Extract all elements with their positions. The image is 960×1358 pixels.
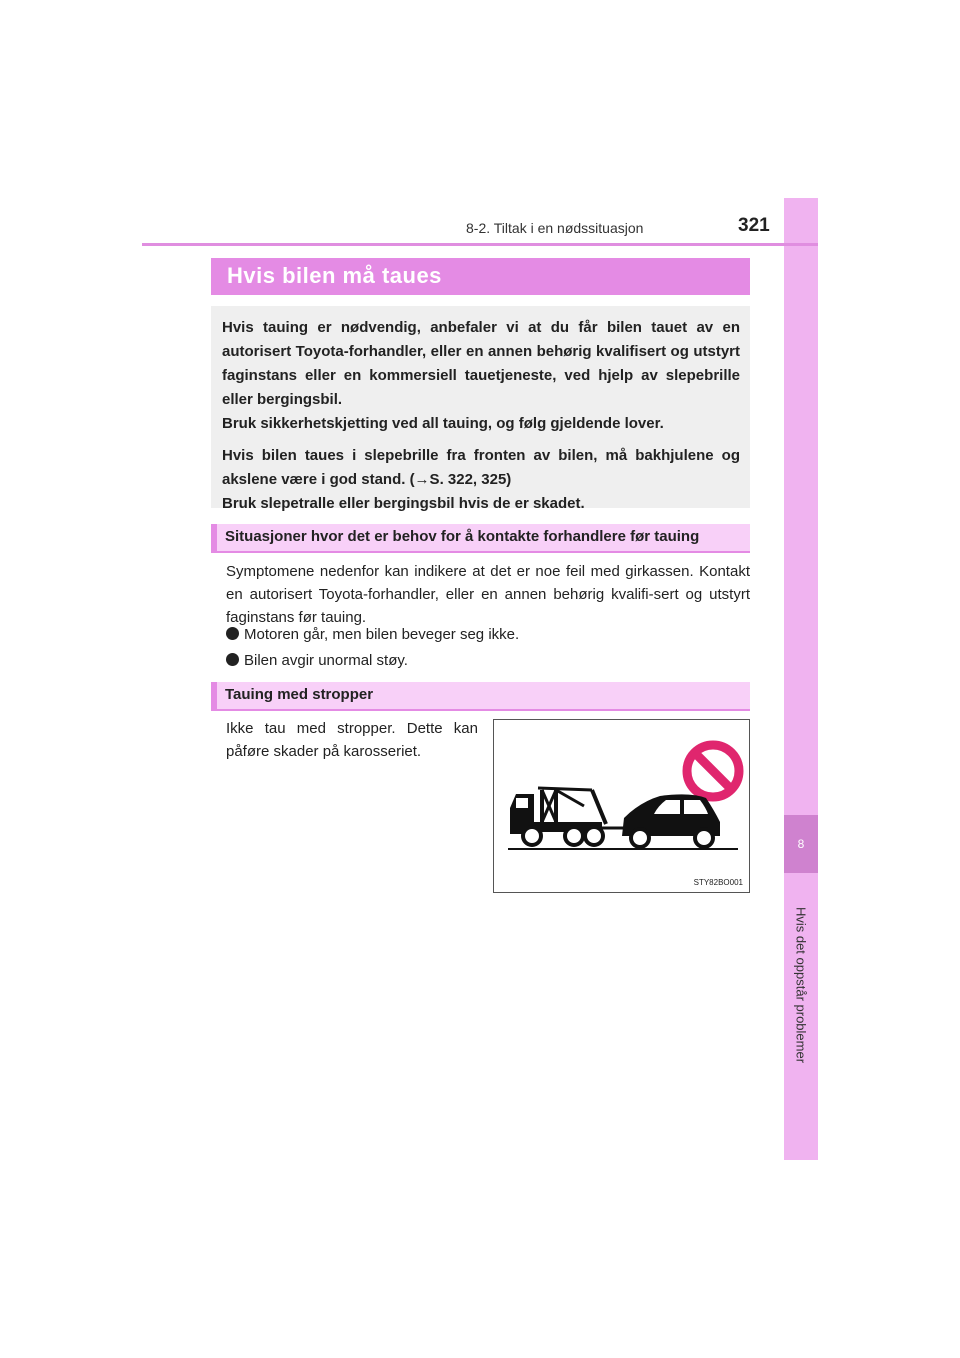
list-item: Bilen avgir unormal støy. <box>226 652 408 669</box>
page-number: 321 <box>738 215 770 236</box>
section-heading-bar-1 <box>211 524 750 553</box>
page-title: Hvis bilen må taues <box>227 263 442 288</box>
intro-paragraph-1: Hvis tauing er nødvendig, anbefaler vi at du får bilen tauet av en autorisert Toyota-forhandler, eller en annen behørig kvalifisert og utstyrt faginstans eller en kommersiell tauetjeneste, ved hjelp av slepebrille eller bergingsbil. Bruk sikkerhetskjetting ved all tauing, og følg gjeldende lover. <box>222 319 740 432</box>
section-heading-bar-2 <box>211 682 750 711</box>
page-title-bar <box>211 258 750 295</box>
section-heading-2: Tauing med stropper <box>225 686 374 703</box>
intro-box <box>211 306 750 512</box>
towing-illustration-svg <box>494 720 749 892</box>
section-header: 8-2. Tiltak i en nødssituasjon <box>466 220 644 236</box>
car-icon <box>622 794 720 847</box>
chapter-number: 8 <box>784 815 818 873</box>
towing-illustration <box>493 719 750 893</box>
figure-code: STY82BO001 <box>693 878 743 887</box>
list-item: Motoren går, men bilen beveger seg ikke. <box>226 626 519 643</box>
section-heading-1: Situasjoner hvor det er behov for å kontakte forhandlere før tauing <box>225 528 700 545</box>
section2-text: Ikke tau med stropper. Dette kan påføre skader på karosseriet. <box>226 720 478 760</box>
tow-truck-icon <box>510 788 624 845</box>
intro-paragraph-2: Hvis bilen taues i slepebrille fra fronten av bilen, må bakhjulene og akslene være i god stand. (→S. 322, 325) Bruk slepetralle eller bergingsbil hvis de er skadet. <box>222 447 740 512</box>
header-divider <box>142 243 818 246</box>
section1-text: Symptomene nedenfor kan indikere at det er noe feil med girkassen. Kontakt en autorisert Toyota-forhandler, eller en annen behørig kvalifi-sert og utstyrt faginstans før tauing. <box>226 563 750 626</box>
chapter-title: Hvis det oppstår problemer <box>793 906 809 1064</box>
prohibition-icon <box>687 745 739 797</box>
bullet-icon <box>226 653 239 666</box>
bullet-icon <box>226 627 239 640</box>
